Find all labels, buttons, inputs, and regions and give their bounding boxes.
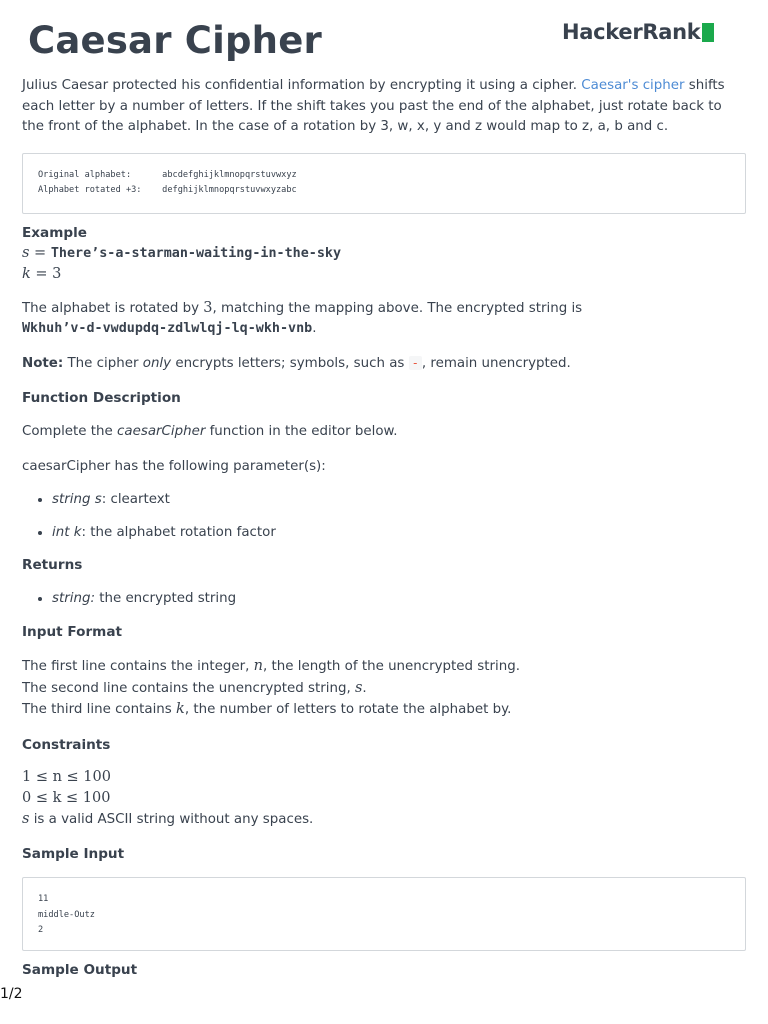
note-text-before: The cipher	[63, 355, 143, 371]
input-format-lines	[22, 656, 746, 721]
logo-text: HackerRank	[562, 20, 701, 44]
sample-input-heading: Sample Input	[22, 846, 125, 862]
sample-input-code-block	[22, 877, 746, 951]
k-variable: k	[176, 701, 185, 717]
input-line2-before: The second line contains the unencrypted string,	[22, 680, 355, 696]
note-paragraph	[22, 353, 746, 375]
note-text-after: , remain unencrypted.	[421, 355, 571, 371]
returns-item	[52, 589, 746, 609]
constraint-n: 1 ≤ n ≤ 100	[22, 768, 111, 785]
returns-type: string:	[52, 591, 95, 606]
s-value: There’s-a-starman-waiting-in-the-sky	[50, 245, 342, 261]
input-line1-before: The first line contains the integer,	[22, 659, 254, 674]
sample-output-heading: Sample Output	[22, 962, 138, 978]
s-variable: s	[22, 244, 30, 261]
rotation-paragraph	[22, 298, 746, 340]
input-line1-after: , the length of the unencrypted string.	[262, 659, 520, 674]
param-desc: : cleartext	[101, 492, 170, 507]
intro-paragraph	[22, 76, 746, 138]
page-number: 1/2	[0, 986, 23, 1002]
returns-desc: the encrypted string	[94, 591, 237, 606]
note-emphasis: only	[142, 355, 172, 371]
k-variable: k	[22, 265, 31, 282]
input-line3-after: , the number of letters to rotate the alphabet by.	[184, 702, 512, 717]
returns-list	[22, 589, 746, 609]
note-text-middle: encrypts letters; symbols, such as	[171, 355, 409, 371]
example-heading: Example	[22, 224, 88, 241]
input-line3-before: The third line contains	[22, 702, 177, 717]
param-type: int k	[52, 525, 82, 540]
encrypted-example: Wkhuh’v-d-vwdupdq-zdlwlqj-lq-wkh-vnb	[22, 321, 313, 336]
params-intro: caesarCipher has the following parameter(s):	[22, 458, 326, 474]
page-title: Caesar Cipher	[28, 19, 322, 62]
example-section	[22, 224, 746, 340]
param-type: string s	[52, 492, 102, 507]
returns-heading: Returns	[22, 557, 83, 573]
example-k-line: k = 3	[22, 265, 62, 282]
param-desc: : the alphabet rotation factor	[81, 525, 276, 540]
params-list	[22, 490, 746, 543]
hackerrank-logo	[562, 20, 714, 44]
constraint-s-text: is a valid ASCII string without any spaces.	[29, 811, 314, 827]
logo-mark-icon	[702, 23, 714, 42]
intro-text-after: shifts each letter by a number of letters. If the shift takes you past the end of the alphabet, just rotate back to the front of the alphabet. In the case of a rotation by 3, w, x, y and z would map to z, a, b and c.	[22, 78, 725, 134]
intro-text-before: Julius Caesar protected his confidential information by encrypting it using a cipher.	[22, 78, 582, 93]
example-s-line: s = There’s-a-starman-waiting-in-the-sky	[22, 244, 342, 261]
alphabet-line-rotated: Alphabet rotated +3: defghijklmnopqrstuvwxyzabc	[38, 185, 297, 195]
alphabet-code-block	[22, 153, 746, 214]
constraints-heading: Constraints	[22, 736, 111, 753]
n-variable: n	[253, 658, 263, 674]
constraint-k: 0 ≤ k ≤ 100	[22, 789, 111, 806]
rotation-text-after: , matching the mapping above. The encrypted string is	[212, 300, 583, 316]
rotation-number: 3	[203, 299, 213, 316]
sample-input-code: 11 middle-Outz 2	[38, 894, 95, 935]
function-description-line	[22, 422, 746, 443]
param-item	[52, 490, 746, 510]
k-value: 3	[52, 265, 62, 282]
rotation-text-before: The alphabet is rotated by	[22, 300, 204, 316]
encrypted-period: .	[312, 321, 317, 336]
param-item	[52, 523, 746, 543]
caesar-cipher-link[interactable]: Caesar's cipher	[581, 78, 685, 93]
fd-text-after: function in the editor below.	[205, 424, 398, 439]
function-description-heading: Function Description	[22, 390, 181, 406]
constraint-s	[22, 809, 746, 831]
fd-text-before: Complete the	[22, 424, 118, 439]
symbol-code: -	[409, 356, 422, 370]
s-variable: s	[22, 810, 30, 827]
problem-content	[22, 76, 746, 979]
note-label: Note:	[22, 355, 64, 371]
s-variable: s	[354, 679, 363, 696]
alphabet-line-original: Original alphabet: abcdefghijklmnopqrstuvwxyz	[38, 169, 297, 180]
input-format-heading: Input Format	[22, 624, 122, 640]
function-name: caesarCipher	[117, 424, 206, 439]
input-line2-after: .	[362, 680, 367, 696]
